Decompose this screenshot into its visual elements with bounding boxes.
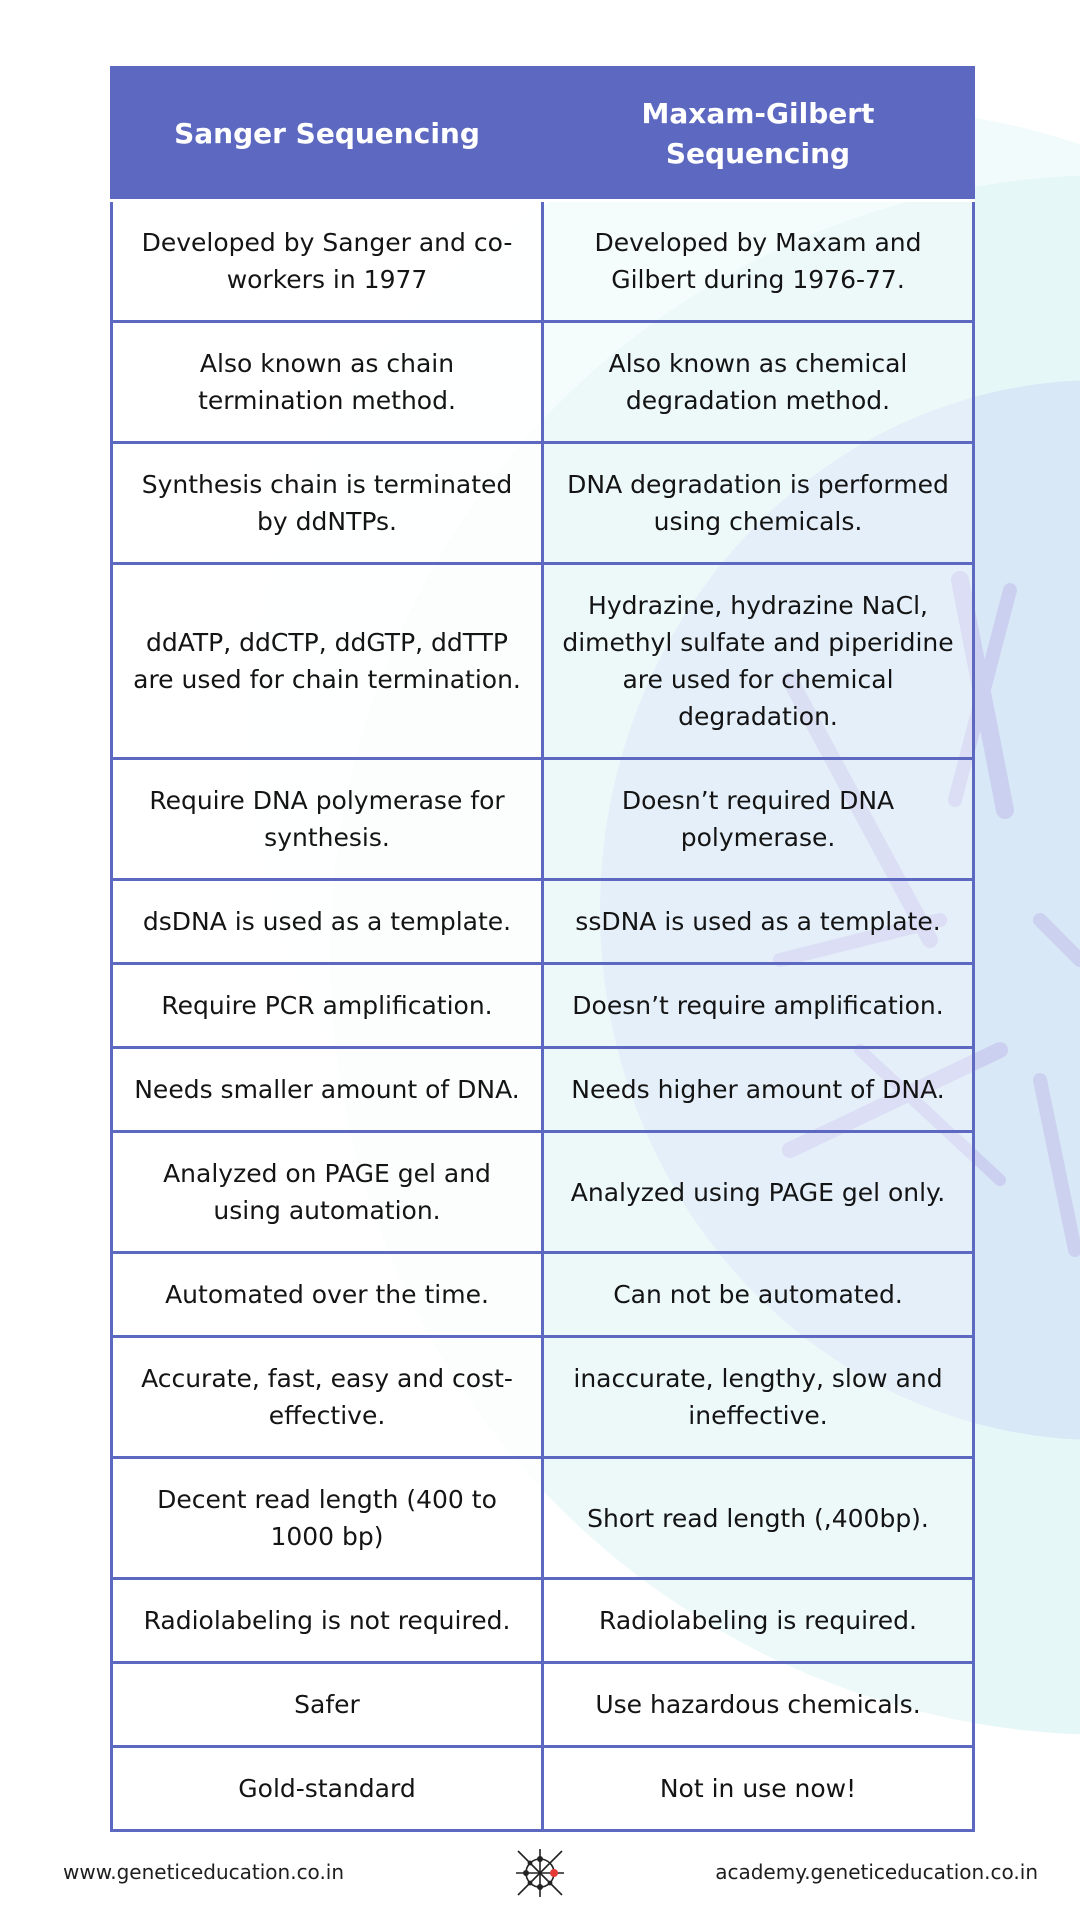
- sanger-cell: Safer: [112, 1663, 543, 1747]
- sanger-cell: Needs smaller amount of DNA.: [112, 1048, 543, 1132]
- maxam-cell: Not in use now!: [543, 1747, 974, 1831]
- maxam-cell: Analyzed using PAGE gel only.: [543, 1132, 974, 1253]
- maxam-cell: DNA degradation is performed using chemicals.: [543, 443, 974, 564]
- table-row: [112, 1579, 974, 1663]
- sanger-cell: Developed by Sanger and co-workers in 1977: [112, 201, 543, 322]
- maxam-cell: Short read length (,400bp).: [543, 1458, 974, 1579]
- sanger-cell: Accurate, fast, easy and cost-effective.: [112, 1337, 543, 1458]
- sanger-cell: Synthesis chain is terminated by ddNTPs.: [112, 443, 543, 564]
- sanger-cell: Automated over the time.: [112, 1253, 543, 1337]
- table-row: [112, 1458, 974, 1579]
- sanger-cell: Radiolabeling is not required.: [112, 1579, 543, 1663]
- comparison-table: [110, 66, 975, 1832]
- maxam-cell: Also known as chemical degradation method.: [543, 322, 974, 443]
- maxam-cell: Doesn’t require amplification.: [543, 964, 974, 1048]
- maxam-cell: ssDNA is used as a template.: [543, 880, 974, 964]
- table-row: [112, 964, 974, 1048]
- sanger-cell: Also known as chain termination method.: [112, 322, 543, 443]
- maxam-cell: inaccurate, lengthy, slow and ineffective.: [543, 1337, 974, 1458]
- maxam-cell: Radiolabeling is required.: [543, 1579, 974, 1663]
- header-maxam-gilbert: Maxam-Gilbert Sequencing: [543, 68, 974, 201]
- maxam-cell: Hydrazine, hydrazine NaCl, dimethyl sulfate and piperidine are used for chemical degradation.: [543, 564, 974, 759]
- sanger-cell: ddATP, ddCTP, ddGTP, ddTTP are used for chain termination.: [112, 564, 543, 759]
- footer-website-link[interactable]: www.geneticeducation.co.in: [63, 1860, 345, 1884]
- sanger-cell: Require PCR amplification.: [112, 964, 543, 1048]
- maxam-cell: Use hazardous chemicals.: [543, 1663, 974, 1747]
- table-row: [112, 1337, 974, 1458]
- dna-network-logo-icon: [512, 1845, 568, 1901]
- sanger-cell: Gold-standard: [112, 1747, 543, 1831]
- table-row: [112, 880, 974, 964]
- table-row: [112, 443, 974, 564]
- table-row: [112, 201, 974, 322]
- sanger-cell: Analyzed on PAGE gel and using automation.: [112, 1132, 543, 1253]
- sanger-cell: dsDNA is used as a template.: [112, 880, 543, 964]
- header-sanger: Sanger Sequencing: [112, 68, 543, 201]
- maxam-cell: Developed by Maxam and Gilbert during 1976-77.: [543, 201, 974, 322]
- table-row: [112, 1663, 974, 1747]
- footer-academy-link[interactable]: academy.geneticeducation.co.in: [715, 1860, 1038, 1884]
- table-row: [112, 322, 974, 443]
- table-row: [112, 1747, 974, 1831]
- maxam-cell: Needs higher amount of DNA.: [543, 1048, 974, 1132]
- sanger-cell: Decent read length (400 to 1000 bp): [112, 1458, 543, 1579]
- table-row: [112, 759, 974, 880]
- table-row: [112, 1048, 974, 1132]
- maxam-cell: Doesn’t required DNA polymerase.: [543, 759, 974, 880]
- table-row: [112, 1253, 974, 1337]
- table-row: [112, 1132, 974, 1253]
- sanger-cell: Require DNA polymerase for synthesis.: [112, 759, 543, 880]
- maxam-cell: Can not be automated.: [543, 1253, 974, 1337]
- table-row: [112, 564, 974, 759]
- table-header-row: [112, 68, 974, 201]
